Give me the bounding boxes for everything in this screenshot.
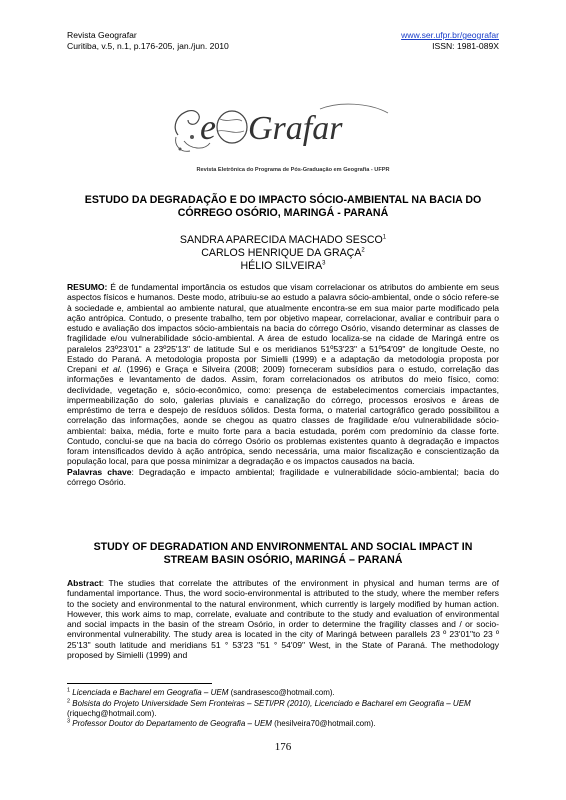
article-title-pt: ESTUDO DA DEGRADAÇÃO E DO IMPACTO SÓCIO-AMBIENTAL NA BACIA DO CÓRREGO OSÓRIO, MARINGÁ - PARANÁ xyxy=(84,194,482,219)
journal-subtitle: Revista Eletrônica do Programa de Pós-Graduação em Geografia - UFPR xyxy=(196,167,390,173)
journal-header xyxy=(67,30,499,52)
keywords-text: : Degradação e impacto ambiental; fragilidade e vulnerabilidade sócio-ambiental; bacia do córrego Osório. xyxy=(67,466,499,487)
abstract-text: : The studies that correlate the attributes of the environment in physical and human terms are of fundamental importance. Thus, the word socio-environmental is attributed to the study, where the member refers to the society and environmental to the natural environment, which currently is largely modified by human action. However, this work aims to map, correlate, evaluate and contribute to the study and evaluation of environmental and social impacts in the basin of the stream Osório, in order to determine the fragility classes and / or socio-environmental vulnerability. The study area is located in the city of Maringá between parallels 23 º 23'01"to 23 º 25'13" south latitude and meridians 51 ° 53'23 "51 ° 54'09" West, in the State of Paraná. The methodology proposed by Simielli (1999) and xyxy=(67,578,499,661)
resumo-text-1: É de fundamental importância os estudos que visam correlacionar os atributos do ambiente em seus aspectos físicos e humanos. Deste modo, atribuiu-se ao estudo a palavra sócio-ambiental, onde o sócio refere-se à sociedade e, ambiental ao ambiente natural, que atualmente encontra-se em sua maior parte modificado pela ação antrópica. Contudo, o presente trabalho, tem por objetivo mapear, correlacionar, avaliar e contribuir para o estudo e avaliação dos impactos sócio-ambientais na bacia do córrego Osório, visando determinar as classes de fragilidade e/ou vulnerabilidade sócio-ambiental. A área de estudo localiza-se na cidade de Maringá entre os paralelos 23º23'01" a 23º25'13" de latitude Sul e os meridianos 51º53'23" a 51º54'09" de longitude Oeste, no Estado do Paraná. A metodologia proposta por Simielli (1999) e a adaptação da metodologia proposta por Crepani xyxy=(67,282,499,374)
footnote-divider xyxy=(67,683,212,684)
author-2: CARLOS HENRIQUE DA GRAÇA$^2$ xyxy=(201,247,365,259)
svg-text:Grafar: Grafar xyxy=(248,110,343,147)
resumo-et-al: et al. xyxy=(101,364,123,374)
abstract-section xyxy=(67,578,499,660)
author-3: HÉLIO SILVEIRA$^3$ xyxy=(240,260,326,272)
page-number: 176 xyxy=(274,741,292,753)
footnote-1: $^1$ Licenciada e Bacharel em Geografia – UEM (sandrasesco@hotmail.com). xyxy=(67,687,335,697)
resumo-label: RESUMO: xyxy=(67,282,108,292)
footnote-3: $^3$ Professor Doutor do Departamento de Geografia – UEM (hesilveira70@hotmail.com). xyxy=(67,718,376,729)
svg-text:e: e xyxy=(200,107,216,147)
footnote-2: $^2$ Bolsista do Projeto Universidade Sem Fronteiras – SETI/PR (2010), Licenciado e Bacharel em Geografia – UEM (riquechg@hotmail.com). xyxy=(67,698,471,718)
geografar-logo xyxy=(170,97,410,161)
author-list xyxy=(100,234,466,273)
journal-url-link[interactable]: www.ser.ufpr.br/geografar xyxy=(401,30,499,40)
author-1: SANDRA APARECIDA MACHADO SESCO$^1$ xyxy=(179,234,387,246)
article-title-en: STUDY OF DEGRADATION AND ENVIRONMENTAL AND SOCIAL IMPACT IN STREAM BASIN OSÓRIO, MARINGÁ – PARANÁ xyxy=(93,541,473,566)
keywords-label: Palavras chave xyxy=(67,466,132,477)
resumo-text-2: (1996) e Graça e Silveira (2008; 2009) forneceram subsídios para o estudo, correlação das informações e levantamento de dados. Assim, foram correlacionados os atributos do meio físico, como: declividade, vegetação e, sócio-econômico, como: presença de estabelecimentos comerciais impactantes, impermeabilização do solo, galerias pluviais e canalização do córrego, processos erosivos e áreas de empréstimo de terra e despejo de resíduos sólidos. Desta forma, o material cartográfico gerado possibilitou a correlação das informações, aonde se chegou as quatro classes de fragilidade e/ou vulnerabilidade sócio-ambiental: baixa, média, forte e muito forte para a bacia estudada, porém com predomínio da classe forte. Contudo, conclui-se que na bacia do córrego Osório os problemas existentes quanto à degradação e impactos foram intensificados devido à ação antrópica, sendo necessária, uma maior fiscalização e conscientização da população local, para que possa minimizar a degradação e os impactos causados na bacia. xyxy=(67,364,500,467)
journal-issn: ISSN: 1981-089X xyxy=(432,41,499,51)
journal-name: Revista Geografar xyxy=(67,30,137,40)
abstract-label: Abstract xyxy=(67,578,102,588)
journal-citation: Curitiba, v.5, n.1, p.176-205, jan./jun. 2010 xyxy=(67,41,229,51)
resumo-section xyxy=(67,282,499,487)
footnotes xyxy=(67,688,499,730)
